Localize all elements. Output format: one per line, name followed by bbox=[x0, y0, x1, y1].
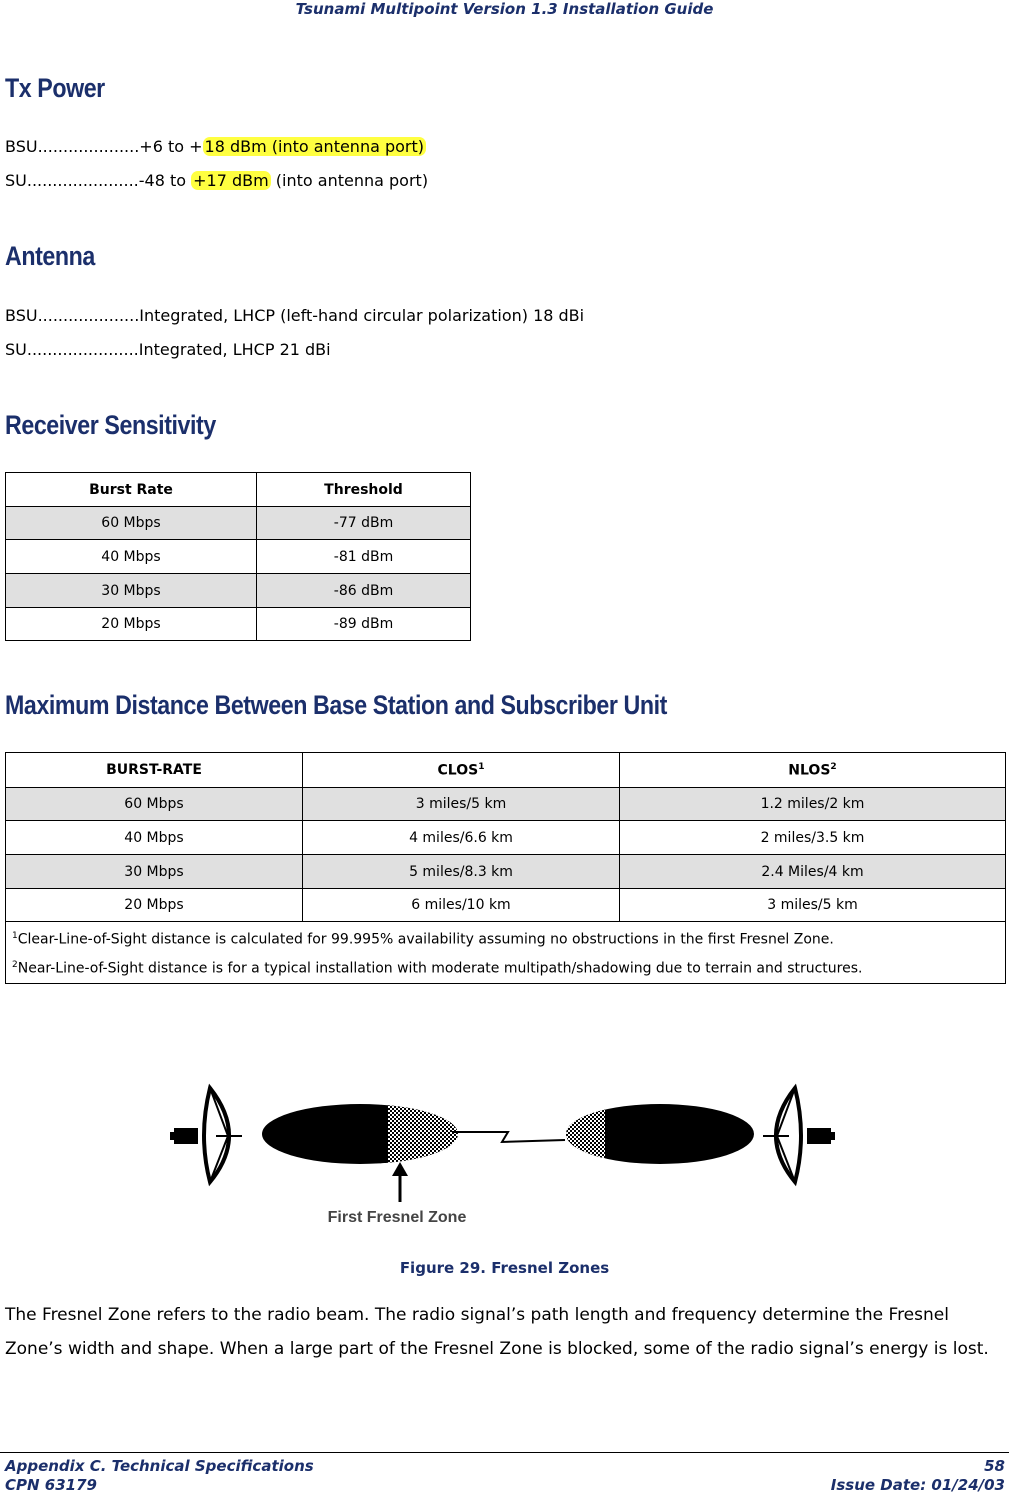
tx-su-line bbox=[5, 171, 428, 190]
footnote-2-text: Near-Line-of-Sight distance is for a typical installation with moderate multipath/shadowing due to terrain and structures. bbox=[17, 960, 863, 977]
antenna-su-label: SU bbox=[5, 340, 27, 359]
table-cell: 1.2 miles/2 km bbox=[620, 788, 1006, 821]
tx-su-prefix: -48 to bbox=[138, 171, 192, 190]
table-row bbox=[6, 788, 1006, 821]
col-clos-label: CLOS bbox=[437, 762, 479, 779]
col-threshold: Threshold bbox=[257, 473, 471, 507]
right-dish-antenna-icon bbox=[763, 1088, 835, 1182]
beam-path-line bbox=[452, 1132, 565, 1142]
max-distance-table bbox=[5, 752, 1006, 984]
first-fresnel-zone-label: First Fresnel Zone bbox=[327, 1209, 467, 1226]
footer-cpn: CPN 63179 bbox=[5, 1476, 97, 1494]
table-cell: 20 Mbps bbox=[6, 608, 257, 641]
tx-su-label: SU bbox=[5, 171, 27, 190]
tx-bsu-line bbox=[5, 137, 426, 156]
tx-power-heading: Tx Power bbox=[5, 73, 105, 103]
footnote-2-sup: 2 bbox=[12, 959, 18, 970]
tx-bsu-prefix: +6 to + bbox=[139, 137, 203, 156]
table-cell: 40 Mbps bbox=[6, 540, 257, 574]
table-cell: 6 miles/10 km bbox=[303, 889, 620, 922]
col-clos-sup: 1 bbox=[478, 761, 485, 772]
table-row bbox=[6, 507, 471, 540]
table-cell: -81 dBm bbox=[257, 540, 471, 574]
tx-bsu-dots: .................... bbox=[37, 137, 140, 156]
tx-su-suffix: (into antenna port) bbox=[270, 171, 429, 190]
antenna-bsu-label: BSU bbox=[5, 306, 38, 325]
table-row bbox=[6, 855, 1006, 889]
footnote-1-sup: 1 bbox=[12, 931, 18, 941]
footer-issue-date: Issue Date: 01/24/03 bbox=[830, 1476, 1005, 1494]
antenna-su-dots: ...................... bbox=[26, 340, 139, 359]
col-nlos-label: NLOS bbox=[788, 762, 831, 779]
table-cell: 2 miles/3.5 km bbox=[620, 821, 1006, 855]
footnote-2 bbox=[12, 957, 999, 978]
fresnel-zone-figure bbox=[170, 1082, 835, 1232]
table-row bbox=[6, 540, 471, 574]
table-cell: 20 Mbps bbox=[6, 889, 303, 922]
table-cell: 3 miles/5 km bbox=[303, 788, 620, 821]
col-burst-rate: BURST-RATE bbox=[6, 753, 303, 788]
footer-page-number: 58 bbox=[984, 1457, 1005, 1475]
footnote-1-text: Clear-Line-of-Sight distance is calculated for 99.995% availability assuming no obstructions in the first Fresnel Zone. bbox=[17, 931, 834, 948]
antenna-bsu-dots: .................... bbox=[37, 306, 140, 325]
table-cell: 30 Mbps bbox=[6, 574, 257, 608]
antenna-bsu-line bbox=[5, 306, 584, 325]
tx-bsu-label: BSU bbox=[5, 137, 38, 156]
left-beam-ellipse bbox=[262, 1104, 458, 1164]
table-cell: 30 Mbps bbox=[6, 855, 303, 889]
tx-su-highlight: +17 dBm bbox=[193, 171, 269, 190]
table-cell: 40 Mbps bbox=[6, 821, 303, 855]
table-cell: 4 miles/6.6 km bbox=[303, 821, 620, 855]
table-cell: -86 dBm bbox=[257, 574, 471, 608]
table-cell: -89 dBm bbox=[257, 608, 471, 641]
col-nlos bbox=[620, 753, 1006, 788]
footer-rule bbox=[0, 1452, 1009, 1453]
col-nlos-sup: 2 bbox=[830, 761, 837, 772]
table-cell: -77 dBm bbox=[257, 507, 471, 540]
table-notes-row bbox=[6, 922, 1006, 984]
up-arrow-icon bbox=[392, 1162, 408, 1202]
antenna-bsu-value: Integrated, LHCP (left-hand circular polarization) 18 dBi bbox=[139, 306, 585, 325]
col-clos bbox=[303, 753, 620, 788]
antenna-su-value: Integrated, LHCP 21 dBi bbox=[138, 340, 331, 359]
antenna-heading: Antenna bbox=[5, 241, 95, 271]
table-cell: 60 Mbps bbox=[6, 507, 257, 540]
max-distance-heading: Maximum Distance Between Base Station and Subscriber Unit bbox=[5, 690, 667, 720]
body-paragraph: The Fresnel Zone refers to the radio beam. The radio signal’s path length and frequency determine the Fresnel Zone’s width and shape. When a large part of the Fresnel Zone is blocked, some of the radio signal’s energy is lost. bbox=[5, 1305, 989, 1359]
table-row bbox=[6, 821, 1006, 855]
right-beam-ellipse bbox=[566, 1104, 754, 1164]
table-cell: 2.4 Miles/4 km bbox=[620, 855, 1006, 889]
tx-bsu-highlight: 18 dBm (into antenna port) bbox=[204, 137, 425, 156]
table-row bbox=[6, 574, 471, 608]
footer-section: Appendix C. Technical Specifications bbox=[5, 1457, 314, 1475]
table-header-row bbox=[6, 473, 471, 507]
receiver-sensitivity-table bbox=[5, 472, 471, 641]
table-cell: 60 Mbps bbox=[6, 788, 303, 821]
table-row bbox=[6, 889, 1006, 922]
tx-su-dots: ...................... bbox=[26, 171, 139, 190]
col-burst-rate: Burst Rate bbox=[6, 473, 257, 507]
antenna-su-line bbox=[5, 340, 331, 359]
footnote-1 bbox=[12, 928, 999, 949]
left-dish-antenna-icon bbox=[170, 1088, 242, 1182]
table-notes bbox=[6, 922, 1006, 984]
running-header: Tsunami Multipoint Version 1.3 Installation Guide bbox=[295, 0, 714, 18]
table-cell: 5 miles/8.3 km bbox=[303, 855, 620, 889]
receiver-sensitivity-heading: Receiver Sensitivity bbox=[5, 410, 216, 440]
figure-caption: Figure 29. Fresnel Zones bbox=[399, 1259, 610, 1277]
table-cell: 3 miles/5 km bbox=[620, 889, 1006, 922]
table-header-row bbox=[6, 753, 1006, 788]
table-row bbox=[6, 608, 471, 641]
